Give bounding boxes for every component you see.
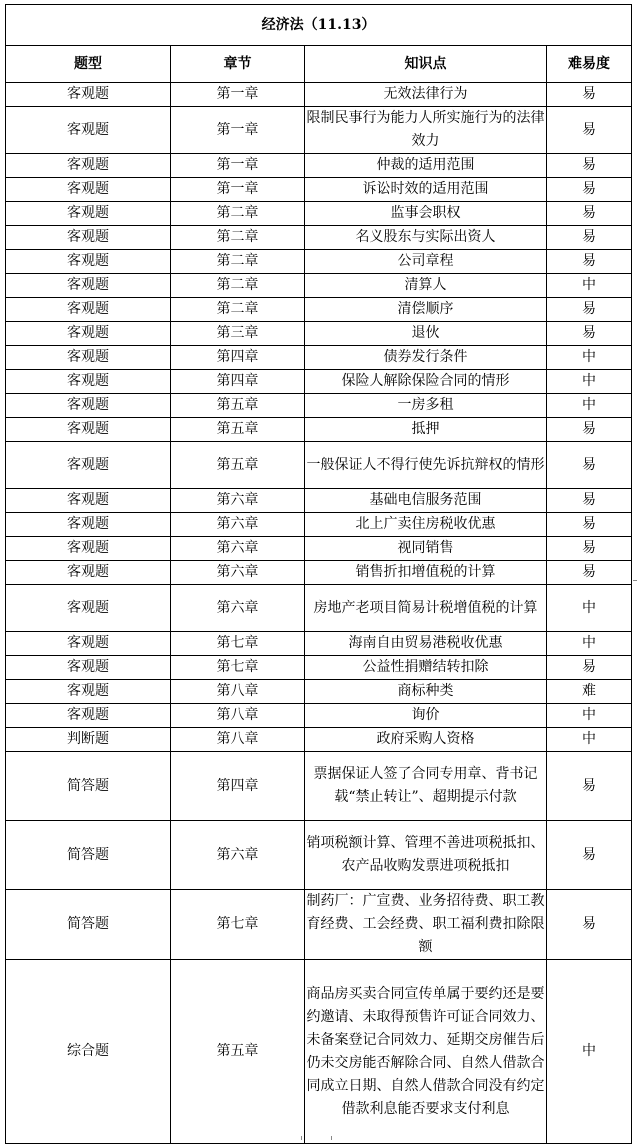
cell-difficulty: 易 — [547, 154, 632, 178]
cell-knowledge-point: 票据保证人签了合同专用章、背书记载“禁止转让”、超期提示付款 — [305, 752, 547, 821]
cell-difficulty: 易 — [547, 250, 632, 274]
cell-knowledge-point: 债券发行条件 — [305, 346, 547, 370]
cell-knowledge-point: 政府采购人资格 — [305, 728, 547, 752]
cell-knowledge-point: 保险人解除保险合同的情形 — [305, 370, 547, 394]
cell-knowledge-point: 询价 — [305, 704, 547, 728]
cell-question-type: 客观题 — [6, 680, 171, 704]
cell-question-type: 客观题 — [6, 346, 171, 370]
table-row — [6, 890, 632, 960]
cell-chapter: 第七章 — [171, 656, 305, 680]
cell-question-type: 客观题 — [6, 274, 171, 298]
table-row — [6, 370, 632, 394]
cell-knowledge-point: 诉讼时效的适用范围 — [305, 178, 547, 202]
cell-chapter: 第八章 — [171, 680, 305, 704]
cell-difficulty: 中 — [547, 632, 632, 656]
cell-question-type: 客观题 — [6, 178, 171, 202]
cell-knowledge-point: 名义股东与实际出资人 — [305, 226, 547, 250]
cell-knowledge-point: 清偿顺序 — [305, 298, 547, 322]
cell-question-type: 客观题 — [6, 107, 171, 154]
cell-difficulty: 易 — [547, 442, 632, 489]
cell-knowledge-point: 销项税额计算、管理不善进项税抵扣、农产品收购发票进项税抵扣 — [305, 821, 547, 890]
table-body — [6, 83, 632, 1144]
knowledge-table — [5, 4, 632, 1144]
cell-chapter: 第五章 — [171, 442, 305, 489]
cell-knowledge-point: 销售折扣增值税的计算 — [305, 561, 547, 585]
table-row — [6, 250, 632, 274]
cell-chapter: 第七章 — [171, 632, 305, 656]
table-row — [6, 442, 632, 489]
table-row — [6, 537, 632, 561]
cell-chapter: 第六章 — [171, 513, 305, 537]
cell-difficulty: 易 — [547, 821, 632, 890]
cell-difficulty: 易 — [547, 537, 632, 561]
cell-chapter: 第六章 — [171, 489, 305, 513]
cell-chapter: 第四章 — [171, 752, 305, 821]
header-knowledge-point: 知识点 — [305, 46, 547, 83]
cell-knowledge-point: 视同销售 — [305, 537, 547, 561]
cell-knowledge-point: 基础电信服务范围 — [305, 489, 547, 513]
cell-difficulty: 难 — [547, 680, 632, 704]
cell-knowledge-point: 北上广卖住房税收优惠 — [305, 513, 547, 537]
cell-difficulty: 中 — [547, 370, 632, 394]
cell-knowledge-point: 无效法律行为 — [305, 83, 547, 107]
table-row — [6, 821, 632, 890]
cell-knowledge-point: 仲裁的适用范围 — [305, 154, 547, 178]
cell-question-type: 客观题 — [6, 370, 171, 394]
cell-question-type: 客观题 — [6, 298, 171, 322]
cell-chapter: 第八章 — [171, 704, 305, 728]
cell-chapter: 第六章 — [171, 821, 305, 890]
table-row — [6, 226, 632, 250]
cell-question-type: 客观题 — [6, 585, 171, 632]
cell-chapter: 第一章 — [171, 178, 305, 202]
cell-question-type: 简答题 — [6, 821, 171, 890]
cell-question-type: 简答题 — [6, 890, 171, 960]
table-row — [6, 274, 632, 298]
cell-chapter: 第二章 — [171, 202, 305, 226]
table-row — [6, 202, 632, 226]
cell-question-type: 客观题 — [6, 322, 171, 346]
table-row — [6, 704, 632, 728]
table-row — [6, 960, 632, 1144]
cell-question-type: 客观题 — [6, 250, 171, 274]
table-row — [6, 298, 632, 322]
cell-question-type: 客观题 — [6, 561, 171, 585]
cell-chapter: 第二章 — [171, 250, 305, 274]
cell-difficulty: 中 — [547, 394, 632, 418]
cell-difficulty: 易 — [547, 890, 632, 960]
cell-knowledge-point: 公司章程 — [305, 250, 547, 274]
cell-difficulty: 易 — [547, 561, 632, 585]
table-row — [6, 513, 632, 537]
cell-knowledge-point: 监事会职权 — [305, 202, 547, 226]
cell-difficulty: 易 — [547, 656, 632, 680]
table-row — [6, 561, 632, 585]
cell-question-type: 客观题 — [6, 656, 171, 680]
table-row — [6, 632, 632, 656]
cell-question-type: 客观题 — [6, 704, 171, 728]
title-row — [6, 5, 632, 46]
cell-question-type: 简答题 — [6, 752, 171, 821]
page-edge-mark — [331, 1136, 332, 1140]
cell-difficulty: 易 — [547, 752, 632, 821]
table-row — [6, 346, 632, 370]
cell-knowledge-point: 退伙 — [305, 322, 547, 346]
cell-difficulty: 易 — [547, 298, 632, 322]
cell-question-type: 客观题 — [6, 418, 171, 442]
cell-knowledge-point: 商品房买卖合同宣传单属于要约还是要约邀请、未取得预售许可证合同效力、未备案登记合同效力、延期交房催告后仍未交房能否解除合同、自然人借款合同成立日期、自然人借款合同没有约定借款利息能否要求支付利息 — [305, 960, 547, 1144]
table-row — [6, 394, 632, 418]
cell-knowledge-point: 抵押 — [305, 418, 547, 442]
cell-knowledge-point: 房地产老项目简易计税增值税的计算 — [305, 585, 547, 632]
table-title: 经济法（11.13） — [6, 5, 632, 46]
cell-chapter: 第二章 — [171, 298, 305, 322]
table-row — [6, 322, 632, 346]
cell-knowledge-point: 制药厂：广宣费、业务招待费、职工教育经费、工会经费、职工福利费扣除限额 — [305, 890, 547, 960]
header-row — [6, 46, 632, 83]
cell-chapter: 第八章 — [171, 728, 305, 752]
cell-difficulty: 易 — [547, 418, 632, 442]
cell-question-type: 客观题 — [6, 489, 171, 513]
table-row — [6, 752, 632, 821]
table-row — [6, 154, 632, 178]
cell-question-type: 客观题 — [6, 537, 171, 561]
cell-question-type: 客观题 — [6, 442, 171, 489]
cell-difficulty: 中 — [547, 728, 632, 752]
cell-chapter: 第一章 — [171, 83, 305, 107]
cell-difficulty: 易 — [547, 83, 632, 107]
cell-chapter: 第六章 — [171, 537, 305, 561]
table-row — [6, 178, 632, 202]
cell-difficulty: 易 — [547, 202, 632, 226]
cell-difficulty: 中 — [547, 960, 632, 1144]
cell-question-type: 客观题 — [6, 202, 171, 226]
cell-chapter: 第二章 — [171, 274, 305, 298]
cell-question-type: 客观题 — [6, 83, 171, 107]
cell-knowledge-point: 海南自由贸易港税收优惠 — [305, 632, 547, 656]
cell-difficulty: 易 — [547, 178, 632, 202]
cell-difficulty: 易 — [547, 489, 632, 513]
cell-chapter: 第七章 — [171, 890, 305, 960]
cell-difficulty: 中 — [547, 704, 632, 728]
page-edge-mark — [301, 1136, 302, 1140]
cell-chapter: 第一章 — [171, 107, 305, 154]
cell-chapter: 第四章 — [171, 370, 305, 394]
table-row — [6, 585, 632, 632]
cell-difficulty: 易 — [547, 226, 632, 250]
cell-knowledge-point: 一般保证人不得行使先诉抗辩权的情形 — [305, 442, 547, 489]
table-row — [6, 489, 632, 513]
cell-chapter: 第三章 — [171, 322, 305, 346]
header-type: 题型 — [6, 46, 171, 83]
cell-chapter: 第五章 — [171, 394, 305, 418]
header-chapter: 章节 — [171, 46, 305, 83]
cell-chapter: 第六章 — [171, 561, 305, 585]
cell-difficulty: 中 — [547, 274, 632, 298]
cell-difficulty: 易 — [547, 107, 632, 154]
cell-question-type: 综合题 — [6, 960, 171, 1144]
cell-knowledge-point: 限制民事行为能力人所实施行为的法律效力 — [305, 107, 547, 154]
cell-chapter: 第四章 — [171, 346, 305, 370]
page-edge-mark — [633, 580, 637, 581]
cell-chapter: 第五章 — [171, 960, 305, 1144]
cell-chapter: 第六章 — [171, 585, 305, 632]
cell-question-type: 判断题 — [6, 728, 171, 752]
cell-chapter: 第一章 — [171, 154, 305, 178]
table-row — [6, 107, 632, 154]
cell-difficulty: 易 — [547, 322, 632, 346]
cell-knowledge-point: 清算人 — [305, 274, 547, 298]
cell-question-type: 客观题 — [6, 226, 171, 250]
cell-chapter: 第五章 — [171, 418, 305, 442]
table-row — [6, 728, 632, 752]
cell-difficulty: 中 — [547, 585, 632, 632]
cell-difficulty: 中 — [547, 346, 632, 370]
cell-question-type: 客观题 — [6, 513, 171, 537]
cell-knowledge-point: 公益性捐赠结转扣除 — [305, 656, 547, 680]
cell-knowledge-point: 一房多租 — [305, 394, 547, 418]
cell-knowledge-point: 商标种类 — [305, 680, 547, 704]
table-row — [6, 83, 632, 107]
cell-difficulty: 易 — [547, 513, 632, 537]
table-row — [6, 656, 632, 680]
cell-question-type: 客观题 — [6, 394, 171, 418]
table-row — [6, 680, 632, 704]
header-difficulty: 难易度 — [547, 46, 632, 83]
cell-chapter: 第二章 — [171, 226, 305, 250]
table-row — [6, 418, 632, 442]
cell-question-type: 客观题 — [6, 632, 171, 656]
cell-question-type: 客观题 — [6, 154, 171, 178]
